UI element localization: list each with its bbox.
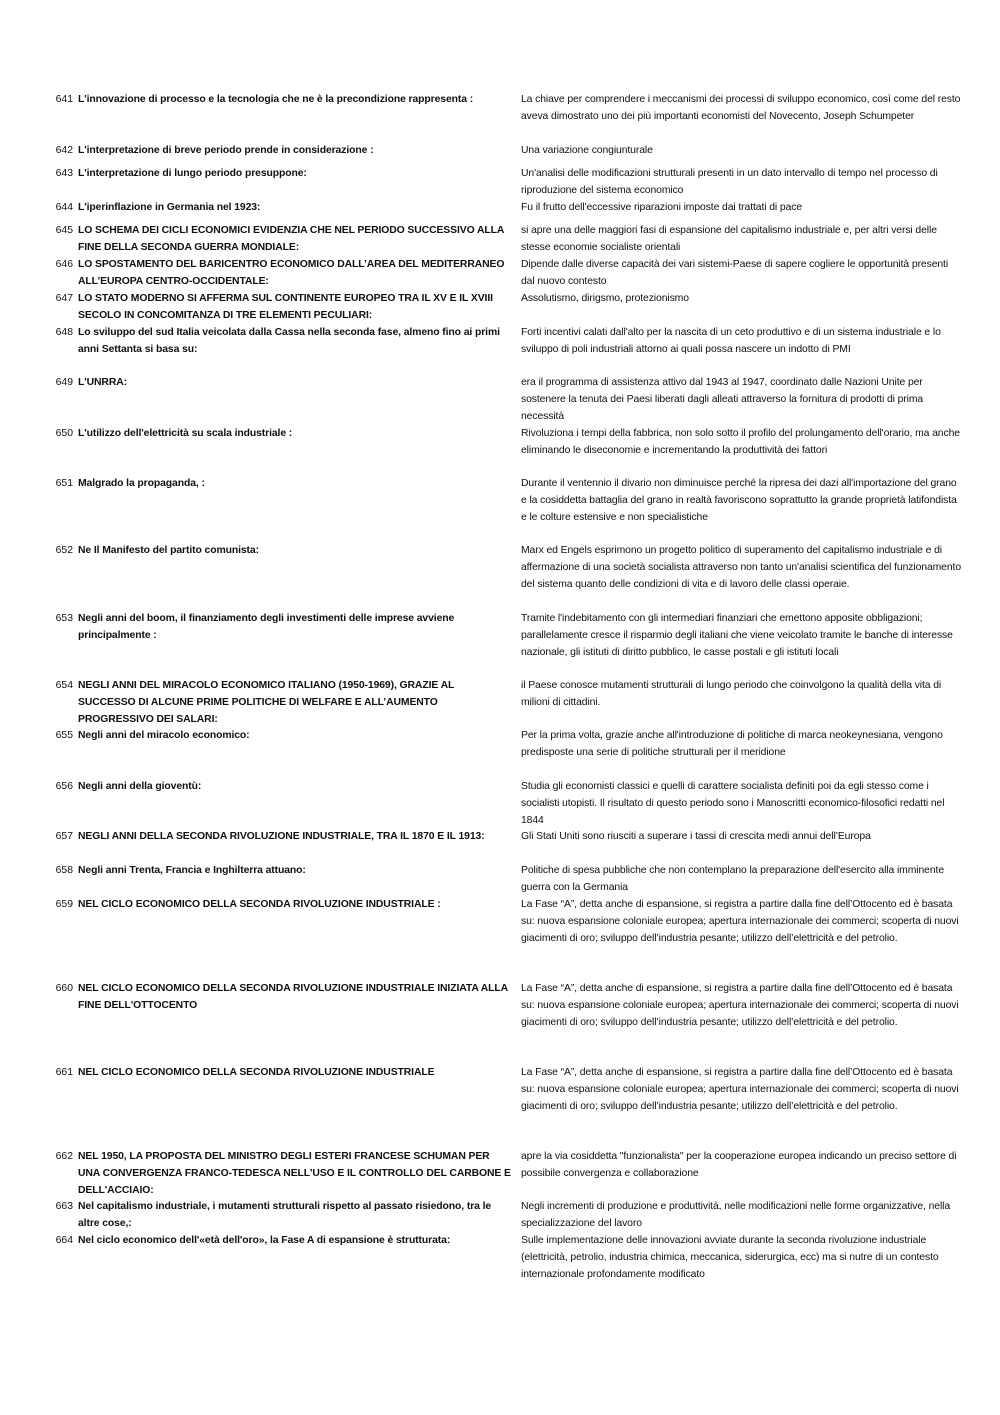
entry-number: 662 [55, 1151, 73, 1162]
entry-question: L'interpretazione di lungo periodo presuppone: [78, 168, 307, 179]
entry-number: 663 [55, 1201, 73, 1212]
entry-question: NEL CICLO ECONOMICO DELLA SECONDA RIVOLUZIONE INDUSTRIALE : [78, 899, 441, 910]
entry-question: LO STATO MODERNO SI AFFERMA SUL CONTINENTE EUROPEO TRA IL XV E IL XVIII SECOLO IN CONCOMITANZA DI TRE ELEMENTI PECULIARI: [78, 293, 493, 321]
entry-question: LO SPOSTAMENTO DEL BARICENTRO ECONOMICO DALL’AREA DEL MEDITERRANEO ALL’EUROPA CENTRO-OCCIDENTALE: [78, 259, 505, 287]
entry-number: 650 [55, 428, 73, 439]
entry-answer: Forti incentivi calati dall'alto per la nascita di un ceto produttivo e di un sistema industriale e lo sviluppo di poli industriali attorno ai quali possa nascere un indotto di PMI [521, 327, 941, 355]
entry-answer: La Fase “A”, detta anche di espansione, si registra a partire dalla fine dell’Ottocento ed è basata su: nuova espansione coloniale europea; apertura internazionale dei commerci; scoperta di nuovi giacimenti di oro; sviluppo dell’industria pesante; utilizzo dell’elettricità e del petrolio. [521, 983, 959, 1028]
entry-question: Negli anni della gioventù: [78, 781, 202, 792]
entry-number: 651 [55, 478, 73, 489]
entry-answer: Per la prima volta, grazie anche all'introduzione di politiche di marca neokeynesiana, vengono predisposte una serie di politiche strutturali per il meridione [521, 730, 943, 758]
entry-question: NEL CICLO ECONOMICO DELLA SECONDA RIVOLUZIONE INDUSTRIALE [78, 1067, 435, 1078]
entry-answer: La Fase “A”, detta anche di espansione, si registra a partire dalla fine dell’Ottocento ed è basata su: nuova espansione coloniale europea; apertura internazionale dei commerci; scoperta di nuovi giacimenti di oro; sviluppo dell’industria pesante; utilizzo dell’elettricità e del petrolio. [521, 899, 959, 944]
entry-answer: Tramite l'indebitamento con gli intermediari finanziari che emettono apposite obbligazioni; parallelamente cresce il risparmio degli italiani che viene veicolato tramite le banche di interesse nazionale, gli istituti di diritto pubblico, le casse postali e gli istituti locali [521, 613, 953, 658]
entry-number: 645 [55, 225, 73, 236]
entry-answer: Una variazione congiunturale [521, 145, 653, 156]
entry-number: 664 [55, 1235, 73, 1246]
entry-answer: La chiave per comprendere i meccanismi dei processi di sviluppo economico, così come del resto aveva dimostrato uno dei più importanti economisti del Novecento, Joseph Schumpeter [521, 94, 961, 122]
entry-answer: Rivoluziona i tempi della fabbrica, non solo sotto il profilo del prolungamento dell'orario, ma anche eliminando le diseconomie e incrementando la produttività dei fattori [521, 428, 960, 456]
entry-question: L'utilizzo dell'elettricità su scala industriale : [78, 428, 293, 439]
entry-answer: il Paese conosce mutamenti strutturali di lungo periodo che coinvolgono la qualità della vita di milioni di cittadini. [521, 680, 942, 708]
entry-number: 654 [55, 680, 73, 691]
entry-question: L'iperinflazione in Germania nel 1923: [78, 202, 261, 213]
entry-answer: apre la via cosiddetta "funzionalista" per la cooperazione europea indicando un preciso settore di possibile convergenza e collaborazione [521, 1151, 957, 1179]
entry-question: NEGLI ANNI DEL MIRACOLO ECONOMICO ITALIANO (1950-1969), GRAZIE AL SUCCESSO DI ALCUNE PRIME POLITICHE DI WELFARE E ALL’AUMENTO PROGRESSIVO DEI SALARI: [78, 680, 455, 725]
entry-answer: Marx ed Engels esprimono un progetto politico di superamento del capitalismo industriale e di affermazione di una società socialista attraverso non tanto un'analisi scientifica del funzionamento del sistema quanto delle condizioni di vita e di lavoro delle classi operaie. [521, 545, 962, 590]
entry-answer: Dipende dalle diverse capacità dei vari sistemi-Paese di sapere cogliere le opportunità presenti dal nuovo contesto [521, 259, 949, 287]
entry-answer: La Fase “A”, detta anche di espansione, si registra a partire dalla fine dell’Ottocento ed è basata su: nuova espansione coloniale europea; apertura internazionale dei commerci; scoperta di nuovi giacimenti di oro; sviluppo dell’industria pesante; utilizzo dell’elettricità e del petrolio. [521, 1067, 959, 1112]
entry-number: 648 [55, 327, 73, 338]
entry-question: LO SCHEMA DEI CICLI ECONOMICI EVIDENZIA CHE NEL PERIODO SUCCESSIVO ALLA FINE DELLA SECONDA GUERRA MONDIALE: [78, 225, 504, 253]
entry-number: 642 [55, 145, 73, 156]
entry-question: Ne Il Manifesto del partito comunista: [78, 545, 259, 556]
entry-question: L'UNRRA: [78, 377, 127, 388]
entry-number: 649 [55, 377, 73, 388]
entry-answer: Politiche di spesa pubbliche che non contemplano la preparazione dell'esercito alla imminente guerra con la Germania [521, 865, 945, 893]
entry-number: 646 [55, 259, 73, 270]
entry-question: NEL 1950, LA PROPOSTA DEL MINISTRO DEGLI ESTERI FRANCESE SCHUMAN PER UNA CONVERGENZA FRANCO-TEDESCA NELL'USO E IL CONTROLLO DEL CARBONE E DELL'ACCIAIO: [78, 1151, 511, 1196]
entry-number: 653 [55, 613, 73, 624]
entry-answer: si apre una delle maggiori fasi di espansione del capitalismo industriale e, per altri versi delle stesse economie socialiste orientali [521, 225, 937, 253]
entry-answer: Un'analisi delle modificazioni strutturali presenti in un dato intervallo di tempo nel processo di riproduzione del sistema economico [521, 168, 938, 196]
entry-answer: Negli incrementi di produzione e produttività, nelle modificazioni nelle forme organizzative, nella specializzazione del lavoro [521, 1201, 951, 1229]
entry-number: 656 [55, 781, 73, 792]
entry-answer: era il programma di assistenza attivo dal 1943 al 1947, coordinato dalle Nazioni Unite per sostenere la tenuta dei Paesi liberati dagli alleati attraverso la fornitura di prodotti di prima necessità [521, 377, 924, 422]
entry-answer: Sulle implementazione delle innovazioni avviate durante la seconda rivoluzione industriale (elettricità, petrolio, industria chimica, meccanica, siderurgica, ecc) ma si nutre di un contesto internazionale profondamente modificato [521, 1235, 939, 1280]
entry-number: 660 [55, 983, 73, 994]
entry-question: NEGLI ANNI DELLA SECONDA RIVOLUZIONE INDUSTRIALE, TRA IL 1870 E IL 1913: [78, 831, 485, 842]
entry-answer: Gli Stati Uniti sono riusciti a superare i tassi di crescita medi annui dell’Europa [521, 831, 871, 842]
entry-number: 658 [55, 865, 73, 876]
entry-answer: Fu il frutto dell'eccessive riparazioni imposte dai trattati di pace [521, 202, 803, 213]
entry-number: 643 [55, 168, 73, 179]
entry-question: Negli anni del miracolo economico: [78, 730, 250, 741]
entry-number: 652 [55, 545, 73, 556]
entry-number: 661 [55, 1067, 73, 1078]
entry-answer: Durante il ventennio il divario non diminuisce perché la ripresa dei dazi all'importazione del grano e la cosiddetta battaglia del grano in realtà favoriscono soprattutto la grande proprietà latifondista e le colture estensive e non specialistiche [521, 478, 957, 523]
entry-question: Negli anni Trenta, Francia e Inghilterra attuano: [78, 865, 306, 876]
entry-number: 655 [55, 730, 73, 741]
entry-number: 641 [55, 94, 73, 105]
entry-number: 657 [55, 831, 73, 842]
entry-question: Malgrado la propaganda, : [78, 478, 205, 489]
entry-answer: Assolutismo, dirigsmo, protezionismo [521, 293, 689, 304]
entry-number: 659 [55, 899, 73, 910]
entry-answer: Studia gli economisti classici e quelli di carattere socialista definiti poi da egli stesso come i socialisti utopisti. Il risultato di questo periodo sono i Manoscritti economico-filosofici redatti nel 1844 [521, 781, 945, 826]
entry-question: Lo sviluppo del sud Italia veicolata dalla Cassa nella seconda fase, almeno fino ai primi anni Settanta si basa su: [78, 327, 500, 355]
entry-question: NEL CICLO ECONOMICO DELLA SECONDA RIVOLUZIONE INDUSTRIALE INIZIATA ALLA FINE DELL'OTTOCENTO [78, 983, 508, 1011]
entry-number: 644 [55, 202, 73, 213]
entry-number: 647 [55, 293, 73, 304]
entry-question: Nel ciclo economico dell'«età dell'oro», la Fase A di espansione è strutturata: [78, 1235, 451, 1246]
entry-question: Nel capitalismo industriale, i mutamenti strutturali rispetto al passato risiedono, tra le altre cose,: [78, 1201, 492, 1229]
entry-question: L'innovazione di processo e la tecnologia che ne è la precondizione rappresenta : [78, 94, 474, 105]
entry-question: L'interpretazione di breve periodo prende in considerazione : [78, 145, 374, 156]
entry-question: Negli anni del boom, il finanziamento degli investimenti delle imprese avviene principalmente : [78, 613, 455, 641]
